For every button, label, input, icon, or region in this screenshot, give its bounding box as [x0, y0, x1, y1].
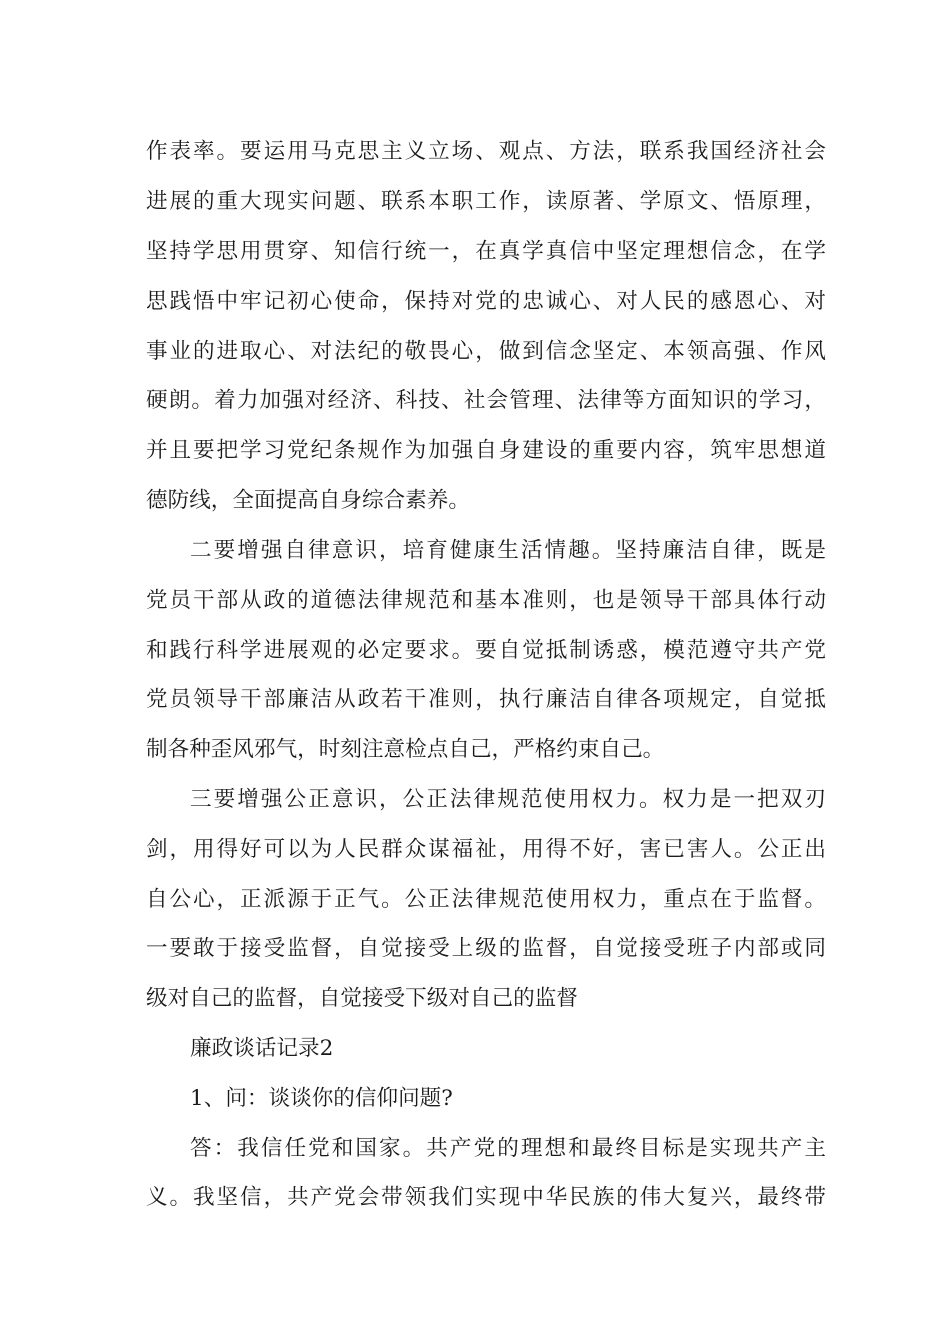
question-line: 1、问：谈谈你的信仰问题?: [190, 1086, 453, 1111]
answer-line: 答：我信任党和国家。共产党的理想和最终目标是实现共产主: [190, 1136, 826, 1161]
text-line: 进展的重大现实问题、联系本职工作，读原著、学原文、悟原理，: [146, 189, 826, 214]
text-line: 思践悟中牢记初心使命，保持对党的忠诚心、对人民的感恩心、对: [146, 289, 826, 314]
text-line: 坚持学思用贯穿、知信行统一，在真学真信中坚定理想信念，在学: [146, 239, 826, 264]
text-line: 硬朗。着力加强对经济、科技、社会管理、法律等方面知识的学习，: [146, 388, 826, 413]
text-line: 并且要把学习党纪条规作为加强自身建设的重要内容，筑牢思想道: [146, 438, 826, 463]
text-line: 和践行科学进展观的必定要求。要自觉抵制诱惑，模范遵守共产党: [146, 638, 826, 663]
text-line: 自公心，正派源于正气。公正法律规范使用权力，重点在于监督。: [146, 887, 826, 912]
text-line: 德防线，全面提高自身综合素养。: [146, 488, 470, 513]
text-line: 作表率。要运用马克思主义立场、观点、方法，联系我国经济社会: [146, 139, 826, 164]
text-line: 一要敢于接受监督，自觉接受上级的监督，自觉接受班子内部或同: [146, 936, 826, 961]
text-line: 党员领导干部廉洁从政若干准则，执行廉洁自律各项规定，自觉抵: [146, 687, 826, 712]
text-line: 义。我坚信，共产党会带领我们实现中华民族的伟大复兴，最终带: [146, 1185, 826, 1210]
text-line: 制各种歪风邪气，时刻注意检点自己，严格约束自己。: [146, 737, 665, 762]
section-heading: 廉政谈话记录2: [190, 1036, 334, 1061]
paragraph-start-line: 三要增强公正意识，公正法律规范使用权力。权力是一把双刃: [190, 787, 826, 812]
text-line: 剑，用得好可以为人民群众谋福祉，用得不好，害已害人。公正出: [146, 837, 826, 862]
text-line: 事业的进取心、对法纪的敬畏心，做到信念坚定、本领高强、作风: [146, 339, 826, 364]
paragraph-start-line: 二要增强自律意识，培育健康生活情趣。坚持廉洁自律，既是: [190, 538, 826, 563]
text-line: 党员干部从政的道德法律规范和基本准则，也是领导干部具体行动: [146, 588, 826, 613]
text-line: 级对自己的监督，自觉接受下级对自己的监督: [146, 986, 578, 1011]
